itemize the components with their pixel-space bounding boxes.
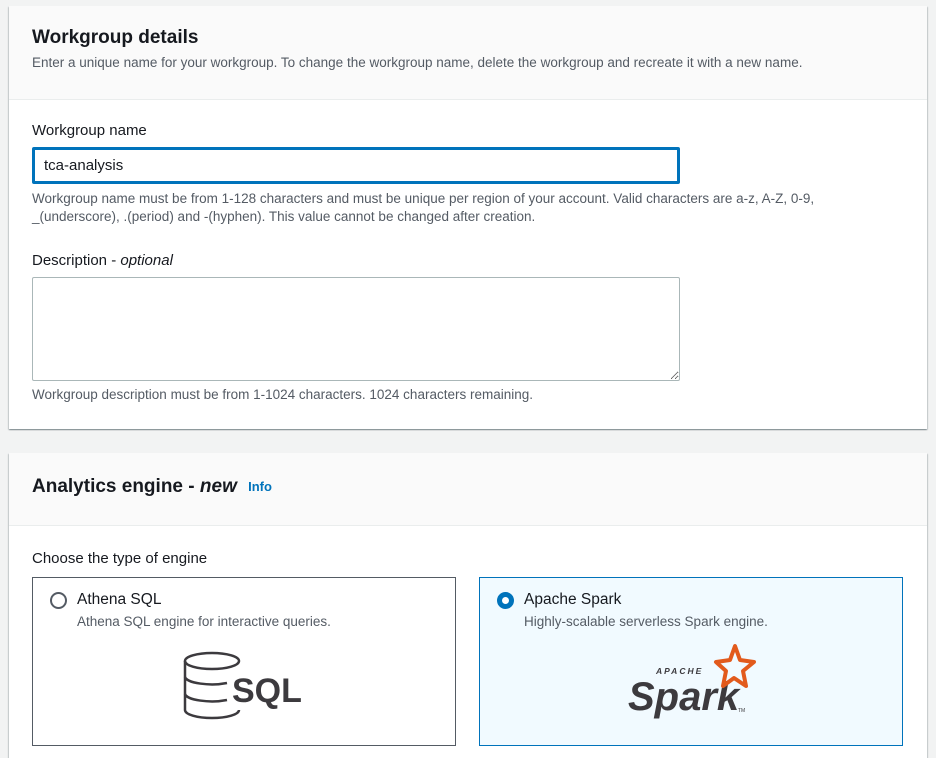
- panel-title: Workgroup details: [32, 27, 199, 48]
- spark-logo-small-text: APACHE: [656, 666, 704, 676]
- panel-header: [9, 6, 927, 100]
- description-label: [32, 251, 904, 271]
- panel-description: Enter a unique name for your workgroup. To change the workgroup name, delete the workgroup and recreate it with a new name.: [32, 55, 803, 70]
- panel-body: [9, 526, 927, 747]
- spark-logo: [480, 640, 902, 740]
- description-optional-tag: optional: [120, 252, 173, 269]
- radio-apache-spark[interactable]: [497, 592, 514, 609]
- panel-body: [9, 100, 927, 404]
- engine-option-athena-sql[interactable]: [32, 577, 456, 746]
- description-textarea[interactable]: [32, 277, 680, 381]
- workgroup-details-panel: [9, 6, 927, 429]
- workgroup-name-hint: [32, 190, 904, 226]
- workgroup-name-hint-line1: Workgroup name must be from 1-128 characters and must be unique per region of your account. Valid characters are a-z, A-Z, 0-9,: [32, 191, 815, 206]
- spark-star-icon: [480, 640, 904, 740]
- workgroup-name-label: Workgroup name: [32, 122, 147, 139]
- engine-options: [32, 577, 904, 747]
- panel-header: [9, 453, 927, 526]
- new-tag: new: [199, 476, 237, 498]
- description-hint: Workgroup description must be from 1-1024 characters. 1024 characters remaining.: [32, 387, 533, 402]
- description-label-text: Description: [32, 252, 108, 269]
- engine-description: Highly-scalable serverless Spark engine.: [524, 614, 768, 629]
- analytics-engine-title-separator: -: [183, 476, 200, 498]
- spark-logo-tm: TM: [738, 708, 746, 714]
- workgroup-name-input[interactable]: [32, 147, 680, 184]
- radio-athena-sql[interactable]: [50, 592, 67, 609]
- engine-name: Apache Spark: [524, 591, 622, 608]
- sql-logo: [33, 640, 455, 740]
- engine-option-apache-spark[interactable]: [479, 577, 903, 746]
- analytics-engine-title: Analytics engine: [32, 476, 183, 498]
- workgroup-name-hint-line2: _(underscore), .(period) and -(hyphen). This value cannot be changed after creation.: [32, 209, 536, 224]
- panel-title: [32, 475, 904, 499]
- engine-name: Athena SQL: [77, 591, 162, 608]
- description-label-separator: -: [107, 252, 121, 269]
- spark-logo-text: Spark: [628, 675, 740, 719]
- sql-logo-text: SQL: [232, 672, 302, 710]
- database-icon: [33, 640, 457, 740]
- info-link[interactable]: Info: [248, 479, 272, 494]
- analytics-engine-panel: [9, 453, 927, 758]
- engine-description: Athena SQL engine for interactive queries.: [77, 614, 331, 629]
- engine-type-label: Choose the type of engine: [32, 550, 208, 567]
